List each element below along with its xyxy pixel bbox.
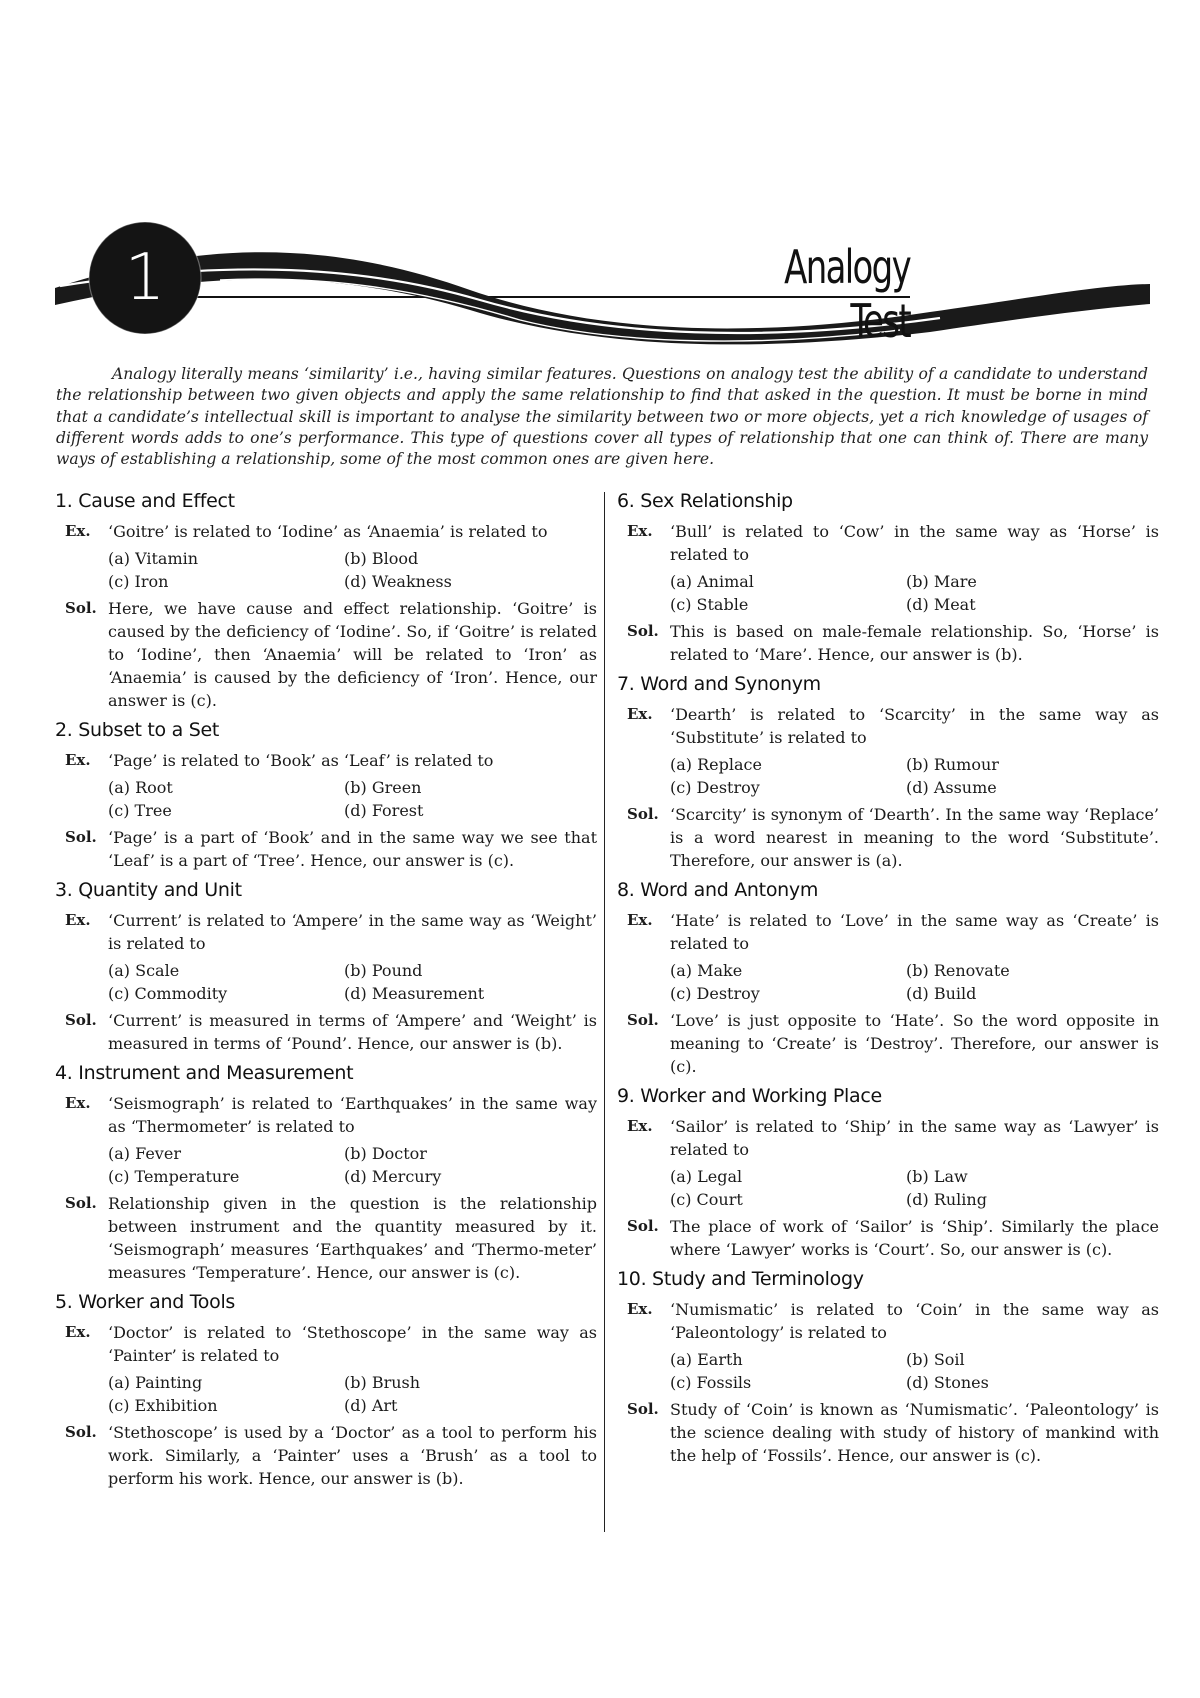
sol-label: Sol. <box>627 1400 659 1418</box>
example-row <box>55 1321 597 1367</box>
solution-text: Study of ‘Coin’ is known as ‘Numismatic’. ‘Paleontology’ is the science dealing with study of history of mankind with the help of ‘Fossils’. Hence, our answer is (c). <box>670 1400 1159 1465</box>
sol-label: Sol. <box>65 828 97 846</box>
section-heading: 2. Subset to a Set <box>55 719 220 741</box>
sol-label: Sol. <box>627 805 659 823</box>
solution-text: ‘Scarcity’ is synonym of ‘Dearth’. In the same way ‘Replace’ is a word nearest in meaning to the word ‘Substitute’. Therefore, our answer is (a). <box>670 805 1159 870</box>
ex-label: Ex. <box>627 1300 653 1318</box>
option: (b) Pound <box>344 961 423 980</box>
option: (c) Temperature <box>108 1167 240 1186</box>
section-word-antonym <box>617 879 1159 1078</box>
sol-label: Sol. <box>627 1011 659 1029</box>
section-worker-tools <box>55 1291 597 1490</box>
ex-label: Ex. <box>627 705 653 723</box>
solution-text: ‘Love’ is just opposite to ‘Hate’. So the word opposite in meaning to ‘Create’ is ‘Destroy’. Therefore, our answer is (c). <box>670 1011 1159 1076</box>
section-heading: 3. Quantity and Unit <box>55 879 242 901</box>
example-row <box>55 749 597 772</box>
solution-text: This is based on male-female relationship. So, ‘Horse’ is related to ‘Mare’. Hence, our answer is (b). <box>670 622 1159 664</box>
solution-text: The place of work of ‘Sailor’ is ‘Ship’. Similarly the place where ‘Lawyer’ works is ‘Court’. So, our answer is (c). <box>670 1217 1159 1259</box>
solution-text: Relationship given in the question is the relationship between instrument and the quantity measured by it. ‘Seismograph’ measures ‘Earthquakes’ and ‘Thermo-meter’ measures ‘Temperature’. Hence, our answer is (c). <box>108 1194 597 1282</box>
sol-label: Sol. <box>627 622 659 640</box>
option: (a) Legal <box>670 1167 743 1186</box>
ex-label: Ex. <box>627 911 653 929</box>
example-row <box>617 703 1159 749</box>
option: (b) Renovate <box>906 961 1010 980</box>
solution-row <box>617 1398 1159 1467</box>
example-text: ‘Page’ is related to ‘Book’ as ‘Leaf’ is related to <box>108 751 494 770</box>
example-text: ‘Current’ is related to ‘Ampere’ in the same way as ‘Weight’ is related to <box>108 911 597 953</box>
option: (a) Vitamin <box>108 549 199 568</box>
options-grid <box>617 1165 1159 1211</box>
options-grid <box>617 1348 1159 1394</box>
intro-paragraph: Analogy literally means ‘similarity’ i.e., having similar features. Questions on analogy test the ability of a candidate to understand the relationship between two given objects and apply the same relationship to find that asked in the question. It must be borne in mind that a candidate’s intellectual skill is important to analyse the similarity between two or more objects, yet a rich knowledge of usages of different words adds to one’s performance. This type of questions cover all types of relationship that one can think of. There are many ways of establishing a relationship, some of the most common ones are given here. <box>56 365 1148 469</box>
example-text: ‘Doctor’ is related to ‘Stethoscope’ in the same way as ‘Painter’ is related to <box>108 1323 597 1365</box>
right-column <box>617 490 1159 1474</box>
solution-row <box>617 620 1159 666</box>
solution-row <box>55 597 597 712</box>
option: (a) Animal <box>670 572 754 591</box>
options-grid <box>55 776 597 822</box>
example-text: ‘Goitre’ is related to ‘Iodine’ as ‘Anaemia’ is related to <box>108 522 548 541</box>
sol-label: Sol. <box>65 1194 97 1212</box>
option: (a) Earth <box>670 1350 743 1369</box>
solution-row <box>55 1421 597 1490</box>
section-heading: 8. Word and Antonym <box>617 879 819 901</box>
option: (c) Commodity <box>108 984 228 1003</box>
options-grid <box>55 1371 597 1417</box>
option: (b) Doctor <box>344 1144 427 1163</box>
section-word-synonym <box>617 673 1159 872</box>
solution-text: ‘Current’ is measured in terms of ‘Ampere’ and ‘Weight’ is measured in terms of ‘Pound’. Hence, our answer is (b). <box>108 1011 597 1053</box>
sol-label: Sol. <box>627 1217 659 1235</box>
section-cause-effect <box>55 490 597 712</box>
chapter-title: Analogy Test <box>784 240 910 348</box>
example-row <box>617 1298 1159 1344</box>
solution-row <box>55 826 597 872</box>
option: (a) Make <box>670 961 743 980</box>
section-heading: 1. Cause and Effect <box>55 490 235 512</box>
example-text: ‘Numismatic’ is related to ‘Coin’ in the same way as ‘Paleontology’ is related to <box>670 1300 1159 1342</box>
example-row <box>617 909 1159 955</box>
chapter-number: 1 <box>124 241 166 315</box>
solution-row <box>617 1215 1159 1261</box>
example-text: ‘Seismograph’ is related to ‘Earthquakes’ in the same way as ‘Thermometer’ is related to <box>108 1094 597 1136</box>
solution-row <box>55 1009 597 1055</box>
option: (d) Meat <box>906 595 976 614</box>
option: (b) Brush <box>344 1373 421 1392</box>
sol-label: Sol. <box>65 599 97 617</box>
option: (a) Fever <box>108 1144 181 1163</box>
section-heading: 5. Worker and Tools <box>55 1291 236 1313</box>
option: (b) Law <box>906 1167 968 1186</box>
option: (d) Assume <box>906 778 997 797</box>
example-row <box>55 909 597 955</box>
sol-label: Sol. <box>65 1011 97 1029</box>
section-heading: 4. Instrument and Measurement <box>55 1062 354 1084</box>
option: (b) Soil <box>906 1350 965 1369</box>
option: (d) Mercury <box>344 1167 442 1186</box>
option: (b) Mare <box>906 572 977 591</box>
option: (a) Root <box>108 778 173 797</box>
option: (b) Green <box>344 778 422 797</box>
ex-label: Ex. <box>65 911 91 929</box>
column-divider <box>604 492 605 1532</box>
solution-row <box>617 1009 1159 1078</box>
solution-text: Here, we have cause and effect relationship. ‘Goitre’ is caused by the deficiency of ‘Iodine’. So, if ‘Goitre’ is related to ‘Iodine’, then ‘Anaemia’ will be related to ‘Iron’ as ‘Anaemia’ is caused by the deficiency of ‘Iron’. Hence, our answer is (c). <box>108 599 597 710</box>
section-heading: 7. Word and Synonym <box>617 673 821 695</box>
sol-label: Sol. <box>65 1423 97 1441</box>
option: (b) Blood <box>344 549 419 568</box>
section-sex-relationship <box>617 490 1159 666</box>
section-heading: 6. Sex Relationship <box>617 490 793 512</box>
solution-text: ‘Page’ is a part of ‘Book’ and in the same way we see that ‘Leaf’ is a part of ‘Tree’. Hence, our answer is (c). <box>108 828 597 870</box>
ex-label: Ex. <box>627 522 653 540</box>
example-row <box>55 520 597 543</box>
ex-label: Ex. <box>65 751 91 769</box>
ex-label: Ex. <box>65 522 91 540</box>
options-grid <box>55 959 597 1005</box>
option: (c) Stable <box>670 595 749 614</box>
option: (a) Painting <box>108 1373 203 1392</box>
option: (a) Replace <box>670 755 762 774</box>
example-text: ‘Sailor’ is related to ‘Ship’ in the same way as ‘Lawyer’ is related to <box>670 1117 1159 1159</box>
section-subset-set <box>55 719 597 872</box>
example-text: ‘Dearth’ is related to ‘Scarcity’ in the same way as ‘Substitute’ is related to <box>670 705 1159 747</box>
ex-label: Ex. <box>65 1094 91 1112</box>
example-text: ‘Hate’ is related to ‘Love’ in the same way as ‘Create’ is related to <box>670 911 1159 953</box>
ex-label: Ex. <box>65 1323 91 1341</box>
section-study-terminology <box>617 1268 1159 1467</box>
options-grid <box>55 1142 597 1188</box>
option: (d) Build <box>906 984 977 1003</box>
ex-label: Ex. <box>627 1117 653 1135</box>
option: (d) Stones <box>906 1373 989 1392</box>
options-grid <box>55 547 597 593</box>
option: (d) Art <box>344 1396 398 1415</box>
option: (c) Exhibition <box>108 1396 218 1415</box>
option: (c) Destroy <box>670 778 760 797</box>
section-quantity-unit <box>55 879 597 1055</box>
example-row <box>617 1115 1159 1161</box>
option: (c) Destroy <box>670 984 760 1003</box>
example-text: ‘Bull’ is related to ‘Cow’ in the same way as ‘Horse’ is related to <box>670 522 1159 564</box>
option: (d) Ruling <box>906 1190 987 1209</box>
solution-row <box>617 803 1159 872</box>
section-instrument-measurement <box>55 1062 597 1284</box>
option: (c) Iron <box>108 572 169 591</box>
options-grid <box>617 959 1159 1005</box>
option: (d) Weakness <box>344 572 452 591</box>
option: (c) Fossils <box>670 1373 752 1392</box>
option: (b) Rumour <box>906 755 999 774</box>
solution-text: ‘Stethoscope’ is used by a ‘Doctor’ as a tool to perform his work. Similarly, a ‘Painter’ uses a ‘Brush’ as a tool to perform his work. Hence, our answer is (b). <box>108 1423 597 1488</box>
option: (c) Tree <box>108 801 172 820</box>
option: (d) Forest <box>344 801 424 820</box>
section-worker-place <box>617 1085 1159 1261</box>
solution-row <box>55 1192 597 1284</box>
section-heading: 9. Worker and Working Place <box>617 1085 882 1107</box>
option: (a) Scale <box>108 961 180 980</box>
example-row <box>55 1092 597 1138</box>
option: (c) Court <box>670 1190 743 1209</box>
example-row <box>617 520 1159 566</box>
section-heading: 10. Study and Terminology <box>617 1268 864 1290</box>
option: (d) Measurement <box>344 984 485 1003</box>
options-grid <box>617 570 1159 616</box>
options-grid <box>617 753 1159 799</box>
left-column <box>55 490 597 1497</box>
